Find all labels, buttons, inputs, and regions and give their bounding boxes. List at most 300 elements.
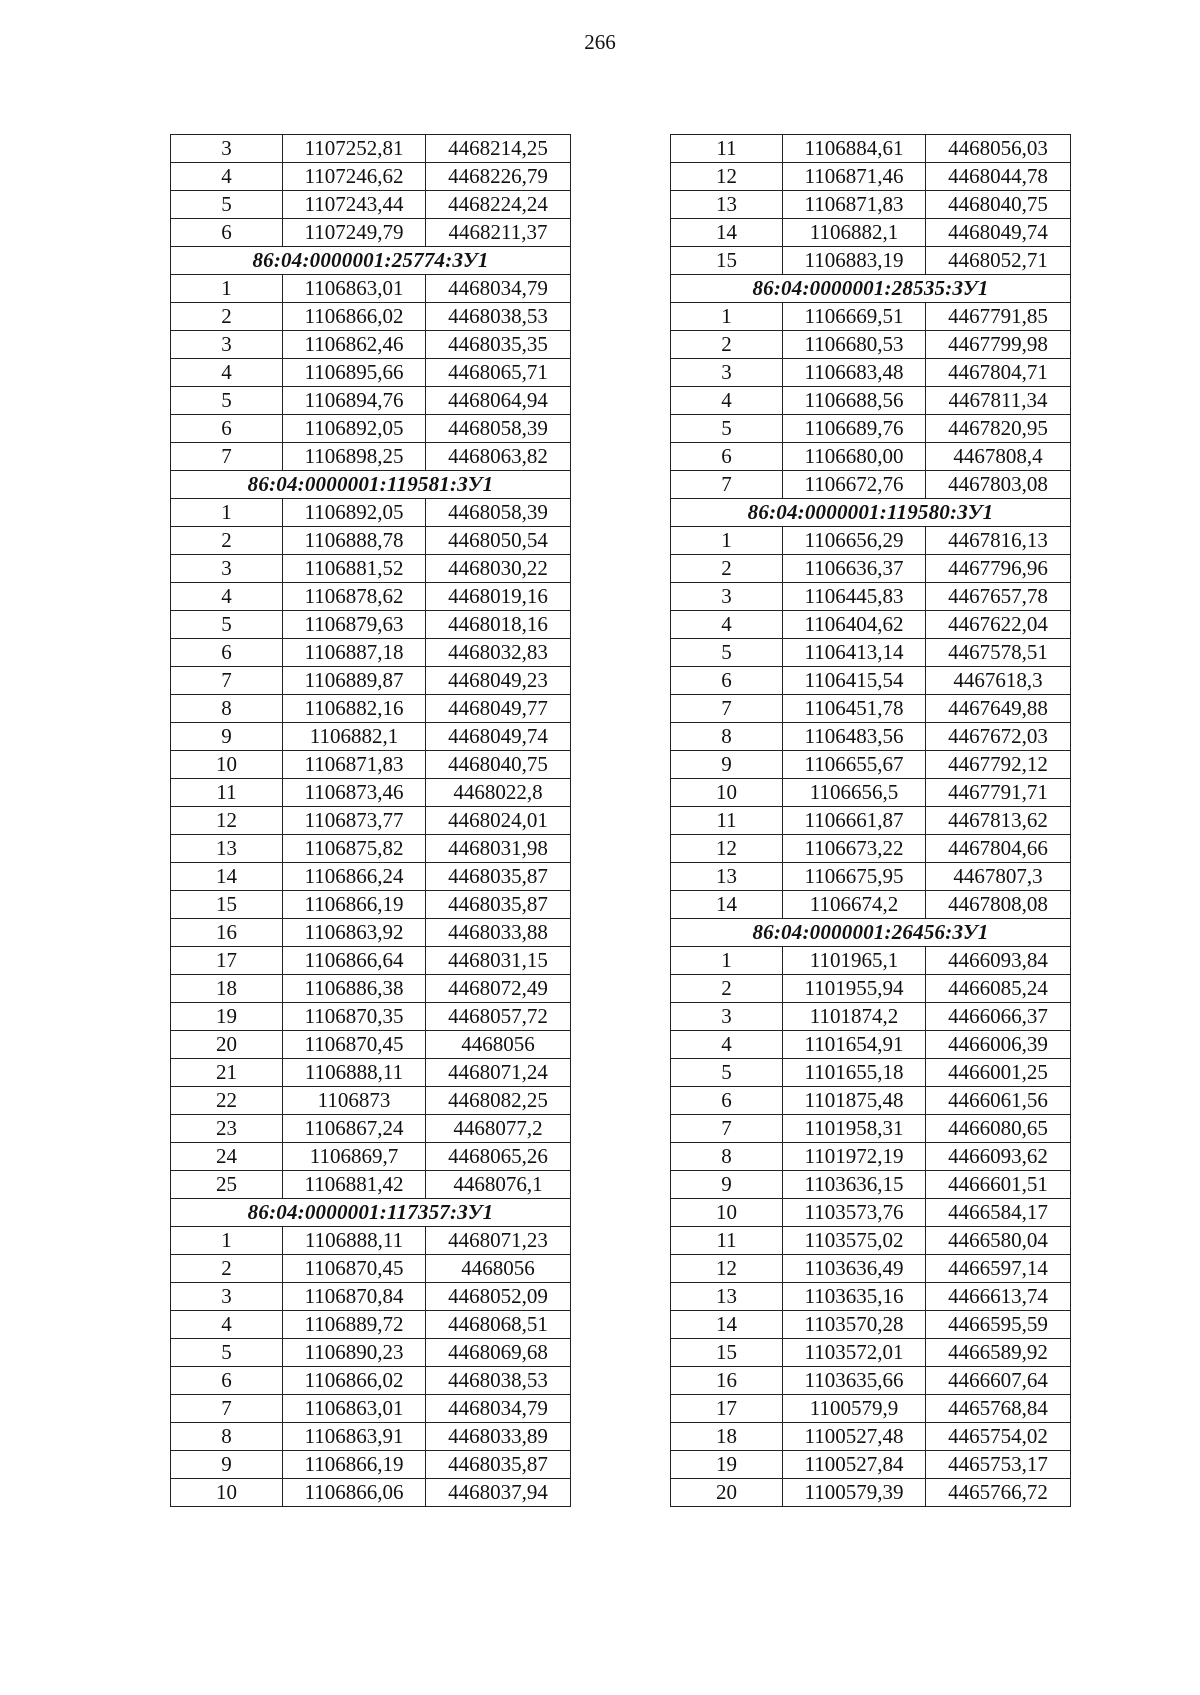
table-row: [171, 1451, 571, 1479]
x-coordinate-cell: 1106882,1: [283, 723, 426, 751]
table-row: [671, 1059, 1071, 1087]
x-coordinate-cell: 1106875,82: [283, 835, 426, 863]
x-coordinate-cell: 1106863,01: [283, 1395, 426, 1423]
x-coordinate-cell: 1107249,79: [283, 219, 426, 247]
section-header-row: [671, 919, 1071, 947]
point-number-cell: 17: [171, 947, 283, 975]
y-coordinate-cell: 4468018,16: [426, 611, 571, 639]
point-number-cell: 4: [671, 1031, 783, 1059]
x-coordinate-cell: 1106673,22: [783, 835, 926, 863]
x-coordinate-cell: 1106887,18: [283, 639, 426, 667]
point-number-cell: 5: [171, 1339, 283, 1367]
table-row: [671, 1087, 1071, 1115]
table-row: [171, 975, 571, 1003]
y-coordinate-cell: 4468035,87: [426, 863, 571, 891]
x-coordinate-cell: 1106871,83: [783, 191, 926, 219]
table-row: [671, 975, 1071, 1003]
x-coordinate-cell: 1106866,19: [283, 1451, 426, 1479]
table-row: [671, 1143, 1071, 1171]
table-row: [671, 163, 1071, 191]
y-coordinate-cell: 4468032,83: [426, 639, 571, 667]
table-row: [171, 1367, 571, 1395]
y-coordinate-cell: 4467804,71: [926, 359, 1071, 387]
table-row: [671, 779, 1071, 807]
point-number-cell: 1: [171, 275, 283, 303]
section-header-row: [171, 1199, 571, 1227]
table-row: [671, 1227, 1071, 1255]
point-number-cell: 10: [171, 751, 283, 779]
y-coordinate-cell: 4468040,75: [426, 751, 571, 779]
point-number-cell: 10: [671, 779, 783, 807]
table-row: [171, 1087, 571, 1115]
y-coordinate-cell: 4468057,72: [426, 1003, 571, 1031]
x-coordinate-cell: 1107243,44: [283, 191, 426, 219]
point-number-cell: 1: [671, 947, 783, 975]
y-coordinate-cell: 4467618,3: [926, 667, 1071, 695]
point-number-cell: 17: [671, 1395, 783, 1423]
point-number-cell: 9: [171, 723, 283, 751]
table-row: [671, 639, 1071, 667]
y-coordinate-cell: 4468049,74: [426, 723, 571, 751]
table-row: [671, 1339, 1071, 1367]
point-number-cell: 1: [171, 499, 283, 527]
x-coordinate-cell: 1101655,18: [783, 1059, 926, 1087]
point-number-cell: 16: [671, 1367, 783, 1395]
x-coordinate-cell: 1101972,19: [783, 1143, 926, 1171]
table-row: [171, 919, 571, 947]
y-coordinate-cell: 4466006,39: [926, 1031, 1071, 1059]
x-coordinate-cell: 1106895,66: [283, 359, 426, 387]
y-coordinate-cell: 4468035,87: [426, 891, 571, 919]
point-number-cell: 12: [171, 807, 283, 835]
x-coordinate-cell: 1106675,95: [783, 863, 926, 891]
y-coordinate-cell: 4467657,78: [926, 583, 1071, 611]
point-number-cell: 2: [671, 975, 783, 1003]
y-coordinate-cell: 4466066,37: [926, 1003, 1071, 1031]
point-number-cell: 5: [671, 415, 783, 443]
y-coordinate-cell: 4468034,79: [426, 275, 571, 303]
y-coordinate-cell: 4468056: [426, 1255, 571, 1283]
table-row: [171, 1311, 571, 1339]
point-number-cell: 10: [671, 1199, 783, 1227]
point-number-cell: 2: [171, 1255, 283, 1283]
point-number-cell: 22: [171, 1087, 283, 1115]
x-coordinate-cell: 1106882,16: [283, 695, 426, 723]
point-number-cell: 18: [671, 1423, 783, 1451]
y-coordinate-cell: 4468030,22: [426, 555, 571, 583]
point-number-cell: 3: [671, 583, 783, 611]
y-coordinate-cell: 4467803,08: [926, 471, 1071, 499]
y-coordinate-cell: 4466080,65: [926, 1115, 1071, 1143]
y-coordinate-cell: 4468076,1: [426, 1171, 571, 1199]
point-number-cell: 13: [171, 835, 283, 863]
point-number-cell: 15: [671, 247, 783, 275]
table-row: [171, 751, 571, 779]
table-row: [671, 387, 1071, 415]
point-number-cell: 7: [171, 667, 283, 695]
point-number-cell: 5: [171, 387, 283, 415]
x-coordinate-cell: 1106669,51: [783, 303, 926, 331]
table-row: [671, 1115, 1071, 1143]
y-coordinate-cell: 4467649,88: [926, 695, 1071, 723]
x-coordinate-cell: 1106889,87: [283, 667, 426, 695]
point-number-cell: 9: [171, 1451, 283, 1479]
x-coordinate-cell: 1101874,2: [783, 1003, 926, 1031]
point-number-cell: 3: [171, 555, 283, 583]
table-row: [171, 667, 571, 695]
y-coordinate-cell: 4468214,25: [426, 135, 571, 163]
point-number-cell: 8: [171, 695, 283, 723]
y-coordinate-cell: 4468071,23: [426, 1227, 571, 1255]
table-row: [171, 275, 571, 303]
point-number-cell: 3: [171, 1283, 283, 1311]
point-number-cell: 10: [171, 1479, 283, 1507]
x-coordinate-cell: 1100579,9: [783, 1395, 926, 1423]
table-row: [171, 695, 571, 723]
x-coordinate-cell: 1106674,2: [783, 891, 926, 919]
table-row: [171, 331, 571, 359]
point-number-cell: 13: [671, 863, 783, 891]
x-coordinate-cell: 1106863,92: [283, 919, 426, 947]
y-coordinate-cell: 4468038,53: [426, 303, 571, 331]
table-row: [171, 555, 571, 583]
x-coordinate-cell: 1100527,84: [783, 1451, 926, 1479]
y-coordinate-cell: 4468031,98: [426, 835, 571, 863]
y-coordinate-cell: 4468035,87: [426, 1451, 571, 1479]
table-row: [671, 471, 1071, 499]
point-number-cell: 3: [171, 331, 283, 359]
point-number-cell: 4: [171, 359, 283, 387]
y-coordinate-cell: 4468065,71: [426, 359, 571, 387]
y-coordinate-cell: 4466601,51: [926, 1171, 1071, 1199]
table-row: [671, 947, 1071, 975]
y-coordinate-cell: 4466597,14: [926, 1255, 1071, 1283]
x-coordinate-cell: 1106898,25: [283, 443, 426, 471]
table-row: [671, 303, 1071, 331]
point-number-cell: 11: [671, 807, 783, 835]
page-number: 266: [584, 30, 616, 54]
table-row: [171, 219, 571, 247]
table-row: [671, 331, 1071, 359]
table-row: [671, 359, 1071, 387]
table-row: [671, 1199, 1071, 1227]
y-coordinate-cell: 4466613,74: [926, 1283, 1071, 1311]
table-row: [171, 611, 571, 639]
x-coordinate-cell: 1106890,23: [283, 1339, 426, 1367]
point-number-cell: 1: [671, 303, 783, 331]
point-number-cell: 15: [171, 891, 283, 919]
point-number-cell: 14: [671, 891, 783, 919]
point-number-cell: 9: [671, 1171, 783, 1199]
table-row: [171, 891, 571, 919]
y-coordinate-cell: 4468211,37: [426, 219, 571, 247]
y-coordinate-cell: 4467808,4: [926, 443, 1071, 471]
table-row: [171, 359, 571, 387]
y-coordinate-cell: 4467811,34: [926, 387, 1071, 415]
table-row: [171, 415, 571, 443]
table-row: [671, 443, 1071, 471]
point-number-cell: 19: [671, 1451, 783, 1479]
x-coordinate-cell: 1106415,54: [783, 667, 926, 695]
x-coordinate-cell: 1106413,14: [783, 639, 926, 667]
x-coordinate-cell: 1106873,46: [283, 779, 426, 807]
y-coordinate-cell: 4467578,51: [926, 639, 1071, 667]
point-number-cell: 7: [671, 1115, 783, 1143]
point-number-cell: 1: [171, 1227, 283, 1255]
x-coordinate-cell: 1101875,48: [783, 1087, 926, 1115]
table-row: [671, 695, 1071, 723]
point-number-cell: 5: [171, 611, 283, 639]
y-coordinate-cell: 4467820,95: [926, 415, 1071, 443]
x-coordinate-cell: 1103573,76: [783, 1199, 926, 1227]
table-row: [171, 1255, 571, 1283]
point-number-cell: 2: [671, 331, 783, 359]
y-coordinate-cell: 4467813,62: [926, 807, 1071, 835]
y-coordinate-cell: 4465753,17: [926, 1451, 1071, 1479]
x-coordinate-cell: 1103635,66: [783, 1367, 926, 1395]
x-coordinate-cell: 1106636,37: [783, 555, 926, 583]
x-coordinate-cell: 1106873: [283, 1087, 426, 1115]
table-row: [171, 807, 571, 835]
x-coordinate-cell: 1103635,16: [783, 1283, 926, 1311]
cadastral-number-heading: 86:04:0000001:117357:ЗУ1: [171, 1199, 571, 1227]
point-number-cell: 19: [171, 1003, 283, 1031]
table-row: [171, 779, 571, 807]
x-coordinate-cell: 1106866,02: [283, 1367, 426, 1395]
y-coordinate-cell: 4466607,64: [926, 1367, 1071, 1395]
x-coordinate-cell: 1100527,48: [783, 1423, 926, 1451]
point-number-cell: 4: [671, 387, 783, 415]
table-row: [171, 1003, 571, 1031]
x-coordinate-cell: 1106888,78: [283, 527, 426, 555]
coordinates-table-left: [170, 134, 571, 1507]
point-number-cell: 7: [671, 471, 783, 499]
x-coordinate-cell: 1106879,63: [283, 611, 426, 639]
x-coordinate-cell: 1101958,31: [783, 1115, 926, 1143]
table-row: [671, 667, 1071, 695]
point-number-cell: 4: [171, 1311, 283, 1339]
point-number-cell: 2: [171, 527, 283, 555]
table-row: [671, 1311, 1071, 1339]
y-coordinate-cell: 4468049,23: [426, 667, 571, 695]
point-number-cell: 12: [671, 1255, 783, 1283]
x-coordinate-cell: 1106870,84: [283, 1283, 426, 1311]
x-coordinate-cell: 1106878,62: [283, 583, 426, 611]
point-number-cell: 6: [171, 639, 283, 667]
table-row: [171, 135, 571, 163]
x-coordinate-cell: 1106866,24: [283, 863, 426, 891]
y-coordinate-cell: 4466584,17: [926, 1199, 1071, 1227]
section-header-row: [671, 499, 1071, 527]
table-row: [171, 1171, 571, 1199]
y-coordinate-cell: 4466589,92: [926, 1339, 1071, 1367]
x-coordinate-cell: 1106656,29: [783, 527, 926, 555]
y-coordinate-cell: 4466093,62: [926, 1143, 1071, 1171]
x-coordinate-cell: 1106672,76: [783, 471, 926, 499]
section-header-row: [171, 471, 571, 499]
point-number-cell: 5: [671, 1059, 783, 1087]
table-row: [171, 1479, 571, 1507]
y-coordinate-cell: 4467796,96: [926, 555, 1071, 583]
point-number-cell: 3: [671, 359, 783, 387]
x-coordinate-cell: 1106889,72: [283, 1311, 426, 1339]
x-coordinate-cell: 1106871,83: [283, 751, 426, 779]
cadastral-number-heading: 86:04:0000001:25774:ЗУ1: [171, 247, 571, 275]
table-row: [671, 835, 1071, 863]
point-number-cell: 23: [171, 1115, 283, 1143]
y-coordinate-cell: 4465766,72: [926, 1479, 1071, 1507]
x-coordinate-cell: 1106866,02: [283, 303, 426, 331]
y-coordinate-cell: 4468037,94: [426, 1479, 571, 1507]
x-coordinate-cell: 1106689,76: [783, 415, 926, 443]
y-coordinate-cell: 4467816,13: [926, 527, 1071, 555]
point-number-cell: 8: [171, 1423, 283, 1451]
table-row: [671, 807, 1071, 835]
point-number-cell: 6: [671, 667, 783, 695]
y-coordinate-cell: 4468071,24: [426, 1059, 571, 1087]
cadastral-number-heading: 86:04:0000001:28535:ЗУ1: [671, 275, 1071, 303]
section-header-row: [171, 247, 571, 275]
y-coordinate-cell: 4466595,59: [926, 1311, 1071, 1339]
table-row: [171, 947, 571, 975]
x-coordinate-cell: 1106883,19: [783, 247, 926, 275]
point-number-cell: 6: [171, 1367, 283, 1395]
table-row: [171, 303, 571, 331]
x-coordinate-cell: 1106680,00: [783, 443, 926, 471]
x-coordinate-cell: 1106863,91: [283, 1423, 426, 1451]
table-row: [671, 1479, 1071, 1507]
x-coordinate-cell: 1106866,64: [283, 947, 426, 975]
point-number-cell: 25: [171, 1171, 283, 1199]
x-coordinate-cell: 1106661,87: [783, 807, 926, 835]
point-number-cell: 11: [671, 1227, 783, 1255]
cadastral-number-heading: 86:04:0000001:119581:ЗУ1: [171, 471, 571, 499]
table-row: [171, 1115, 571, 1143]
point-number-cell: 12: [671, 835, 783, 863]
point-number-cell: 4: [671, 611, 783, 639]
point-number-cell: 2: [171, 303, 283, 331]
x-coordinate-cell: 1100579,39: [783, 1479, 926, 1507]
table-row: [671, 1423, 1071, 1451]
y-coordinate-cell: 4466580,04: [926, 1227, 1071, 1255]
y-coordinate-cell: 4468058,39: [426, 499, 571, 527]
x-coordinate-cell: 1106866,06: [283, 1479, 426, 1507]
x-coordinate-cell: 1106881,42: [283, 1171, 426, 1199]
x-coordinate-cell: 1106888,11: [283, 1059, 426, 1087]
y-coordinate-cell: 4468033,88: [426, 919, 571, 947]
table-row: [671, 1451, 1071, 1479]
point-number-cell: 15: [671, 1339, 783, 1367]
table-row: [671, 891, 1071, 919]
x-coordinate-cell: 1106870,35: [283, 1003, 426, 1031]
point-number-cell: 9: [671, 751, 783, 779]
x-coordinate-cell: 1103575,02: [783, 1227, 926, 1255]
point-number-cell: 7: [671, 695, 783, 723]
table-row: [671, 1003, 1071, 1031]
y-coordinate-cell: 4468065,26: [426, 1143, 571, 1171]
point-number-cell: 8: [671, 723, 783, 751]
table-row: [171, 863, 571, 891]
point-number-cell: 21: [171, 1059, 283, 1087]
table-row: [671, 1395, 1071, 1423]
table-row: [671, 723, 1071, 751]
table-row: [171, 1031, 571, 1059]
table-row: [671, 191, 1071, 219]
y-coordinate-cell: 4468044,78: [926, 163, 1071, 191]
y-coordinate-cell: 4467622,04: [926, 611, 1071, 639]
x-coordinate-cell: 1106451,78: [783, 695, 926, 723]
table-row: [171, 527, 571, 555]
y-coordinate-cell: 4465768,84: [926, 1395, 1071, 1423]
table-row: [671, 751, 1071, 779]
x-coordinate-cell: 1106888,11: [283, 1227, 426, 1255]
table-row: [171, 1395, 571, 1423]
table-row: [171, 583, 571, 611]
section-header-row: [671, 275, 1071, 303]
y-coordinate-cell: 4465754,02: [926, 1423, 1071, 1451]
point-number-cell: 14: [171, 863, 283, 891]
table-row: [171, 639, 571, 667]
point-number-cell: 6: [171, 415, 283, 443]
table-row: [671, 415, 1071, 443]
x-coordinate-cell: 1106866,19: [283, 891, 426, 919]
y-coordinate-cell: 4468082,25: [426, 1087, 571, 1115]
point-number-cell: 6: [671, 1087, 783, 1115]
x-coordinate-cell: 1106882,1: [783, 219, 926, 247]
y-coordinate-cell: 4467791,85: [926, 303, 1071, 331]
x-coordinate-cell: 1106873,77: [283, 807, 426, 835]
table-row: [671, 135, 1071, 163]
table-row: [171, 499, 571, 527]
y-coordinate-cell: 4468049,74: [926, 219, 1071, 247]
y-coordinate-cell: 4468058,39: [426, 415, 571, 443]
y-coordinate-cell: 4468052,09: [426, 1283, 571, 1311]
point-number-cell: 4: [171, 583, 283, 611]
table-row: [171, 1227, 571, 1255]
point-number-cell: 18: [171, 975, 283, 1003]
table-row: [171, 1423, 571, 1451]
y-coordinate-cell: 4468049,77: [426, 695, 571, 723]
x-coordinate-cell: 1106867,24: [283, 1115, 426, 1143]
table-row: [671, 527, 1071, 555]
table-row: [171, 1339, 571, 1367]
point-number-cell: 1: [671, 527, 783, 555]
x-coordinate-cell: 1106870,45: [283, 1255, 426, 1283]
x-coordinate-cell: 1106869,7: [283, 1143, 426, 1171]
y-coordinate-cell: 4467672,03: [926, 723, 1071, 751]
y-coordinate-cell: 4466085,24: [926, 975, 1071, 1003]
table-row: [171, 163, 571, 191]
point-number-cell: 11: [171, 779, 283, 807]
x-coordinate-cell: 1106483,56: [783, 723, 926, 751]
point-number-cell: 3: [171, 135, 283, 163]
x-coordinate-cell: 1106863,01: [283, 275, 426, 303]
x-coordinate-cell: 1103636,49: [783, 1255, 926, 1283]
point-number-cell: 13: [671, 1283, 783, 1311]
y-coordinate-cell: 4468056,03: [926, 135, 1071, 163]
x-coordinate-cell: 1103570,28: [783, 1311, 926, 1339]
point-number-cell: 11: [671, 135, 783, 163]
y-coordinate-cell: 4466093,84: [926, 947, 1071, 975]
y-coordinate-cell: 4468050,54: [426, 527, 571, 555]
point-number-cell: 13: [671, 191, 783, 219]
y-coordinate-cell: 4468034,79: [426, 1395, 571, 1423]
x-coordinate-cell: 1101965,1: [783, 947, 926, 975]
coordinates-table-right: [670, 134, 1071, 1507]
x-coordinate-cell: 1106683,48: [783, 359, 926, 387]
y-coordinate-cell: 4467792,12: [926, 751, 1071, 779]
x-coordinate-cell: 1106656,5: [783, 779, 926, 807]
